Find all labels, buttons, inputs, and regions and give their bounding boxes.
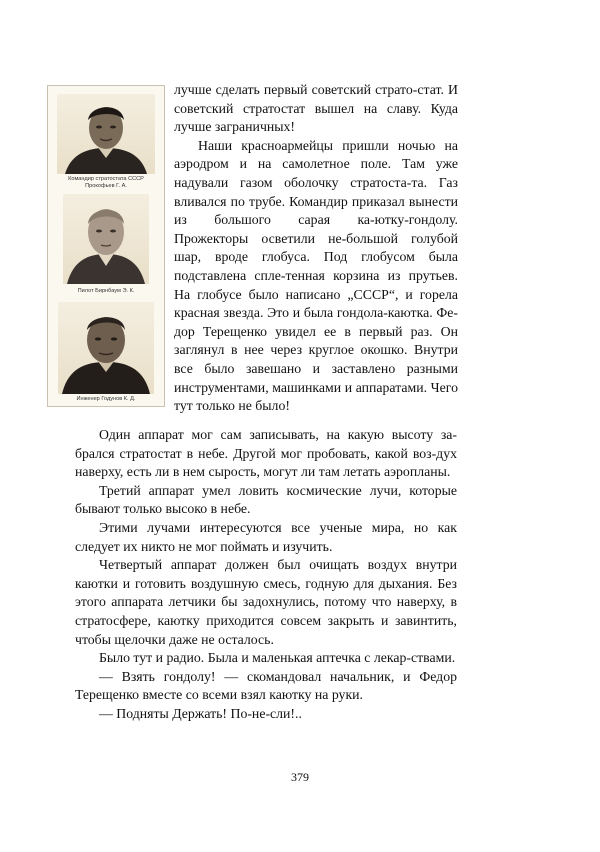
paragraph: Этими лучами интересуются все ученые мира, но как следует их никто не мог поймать и изучить. xyxy=(75,519,457,554)
paragraph: Было тут и радио. Была и маленькая аптечка с лекар-ствами. xyxy=(99,650,456,666)
portrait-pilot-image xyxy=(63,194,149,284)
portrait-engineer-image xyxy=(58,302,154,394)
paragraph: Один аппарат мог сам записывать, на какую высоту за-брался стратостат в небе. Другой мог пробовать, какой воз-дух наверху, есть ли в нем сырость, могут ли там летать аэропланы. xyxy=(75,427,457,480)
main-text xyxy=(75,426,457,724)
right-column-text xyxy=(174,81,458,416)
paragraph: — Взять гондолу! — скомандовал начальник, и Федор Терещенко вместе со всеми взял каютку на руки. xyxy=(75,668,457,703)
paragraph: Четвертый аппарат должен был очищать воздух внутри каютки и готовить воздушную смесь, годную для дыхания. Без этого аппарата летчики бы задохнулись, потому что наверху, в стратосфере, каютку приходится совсем закрыть и завинтить, чтобы щелочки даже не осталось. xyxy=(75,557,457,647)
portrait-engineer xyxy=(58,302,154,394)
caption-engineer: Инженер Годунов К. Д. xyxy=(76,396,136,402)
page-number: 379 xyxy=(291,770,309,784)
caption-commander: Командир стратостата СССР Прокофьев Г. А. xyxy=(68,176,144,189)
paragraph: Третий аппарат умел ловить космические лучи, которые бывают только высоко в небе. xyxy=(75,482,457,517)
portrait-commander-image xyxy=(57,94,155,174)
portrait-pilot xyxy=(63,194,149,284)
caption-pilot: Пилот Бирнбаум Э. К. xyxy=(77,288,135,294)
paragraph: — Подняты Держать! По-не-сли!.. xyxy=(99,705,302,721)
paragraph: Наши красноармейцы пришли ночью на аэродром и на самолетное поле. Там уже надували газом оболочку стратоста-та. Газ вливался по трубе. Командир приказал вынести из большого сарая ка-ютку-гондолу. Прожекторы осветили не-большой голубой шар, вроде глобуса. Под глобусом была подставлена спле-тенная корзина из прутьев. На глобусе было написано „СССР“, и горела красная звезда. Это и была гондола-каютка. Фе-дор Терещенко увидел ее в первый раз. Он заглянул в нее через круглое окошко. Внутри все было завешано и заставлено разными инструментами, машинками и аппаратами. Чего тут только не было! xyxy=(174,137,458,414)
paragraph: лучше сделать первый советский страто-стат. И советский стратостат вышел на славу. Куда лучше заграничных! xyxy=(174,82,458,135)
photo-column xyxy=(47,85,165,407)
portrait-commander xyxy=(57,94,155,174)
